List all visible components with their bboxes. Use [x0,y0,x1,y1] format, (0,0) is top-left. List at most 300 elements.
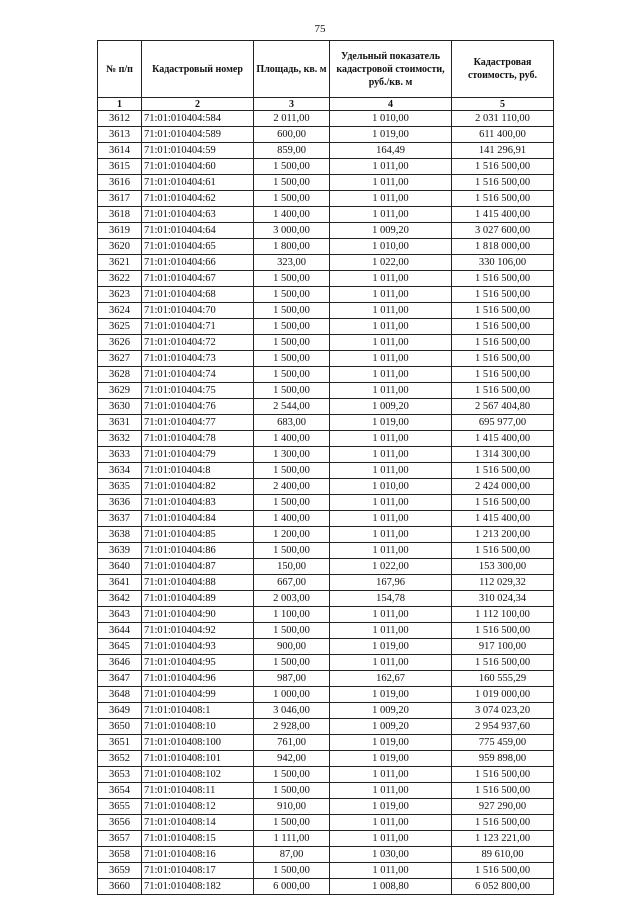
row-number-cell: 3641 [98,575,142,591]
area-cell: 1 500,00 [254,623,330,639]
table-row [98,271,554,287]
row-number-cell: 3630 [98,399,142,415]
specific-value-cell: 1 011,00 [330,831,452,847]
table-row [98,399,554,415]
header-cadastral-cost: Кадастровая стоимость, руб. [452,41,554,98]
table-row [98,111,554,127]
row-number-cell: 3625 [98,319,142,335]
table-row [98,719,554,735]
row-number-cell: 3615 [98,159,142,175]
cadastral-cost-cell: 1 112 100,00 [452,607,554,623]
specific-value-cell: 1 011,00 [330,159,452,175]
cadastral-number-cell: 71:01:010404:93 [142,639,254,655]
area-cell: 1 100,00 [254,607,330,623]
row-number-cell: 3649 [98,703,142,719]
row-number-cell: 3632 [98,431,142,447]
cadastral-number-cell: 71:01:010408:10 [142,719,254,735]
cadastral-number-cell: 71:01:010404:79 [142,447,254,463]
area-cell: 1 400,00 [254,511,330,527]
area-cell: 600,00 [254,127,330,143]
page-number: 75 [314,23,326,35]
specific-value-cell: 1 009,20 [330,399,452,415]
cadastral-cost-cell: 1 516 500,00 [452,495,554,511]
row-number-cell: 3660 [98,879,142,895]
row-number-cell: 3654 [98,783,142,799]
cadastral-cost-cell: 1 516 500,00 [452,367,554,383]
row-number-cell: 3657 [98,831,142,847]
column-number: 2 [142,98,254,111]
area-cell: 1 500,00 [254,655,330,671]
area-cell: 1 500,00 [254,767,330,783]
cadastral-number-cell: 71:01:010404:62 [142,191,254,207]
table-row [98,303,554,319]
area-cell: 1 500,00 [254,271,330,287]
column-number: 1 [98,98,142,111]
specific-value-cell: 1 019,00 [330,127,452,143]
row-number-cell: 3645 [98,639,142,655]
row-number-cell: 3635 [98,479,142,495]
cadastral-cost-cell: 1 415 400,00 [452,511,554,527]
table-row [98,415,554,431]
specific-value-cell: 1 011,00 [330,335,452,351]
area-cell: 3 000,00 [254,223,330,239]
specific-value-cell: 1 011,00 [330,543,452,559]
area-cell: 150,00 [254,559,330,575]
row-number-cell: 3636 [98,495,142,511]
specific-value-cell: 1 009,20 [330,719,452,735]
cadastral-cost-cell: 160 555,29 [452,671,554,687]
cadastral-cost-cell: 1 516 500,00 [452,463,554,479]
cadastral-number-cell: 71:01:010408:1 [142,703,254,719]
row-number-cell: 3629 [98,383,142,399]
area-cell: 1 500,00 [254,287,330,303]
cadastral-cost-cell: 2 567 404,80 [452,399,554,415]
cadastral-number-cell: 71:01:010404:72 [142,335,254,351]
cadastral-number-cell: 71:01:010404:88 [142,575,254,591]
cadastral-cost-cell: 1 516 500,00 [452,287,554,303]
specific-value-cell: 1 011,00 [330,303,452,319]
cadastral-number-cell: 71:01:010404:86 [142,543,254,559]
specific-value-cell: 1 011,00 [330,207,452,223]
cadastral-number-cell: 71:01:010404:589 [142,127,254,143]
cadastral-cost-cell: 1 415 400,00 [452,431,554,447]
table-row [98,639,554,655]
column-number-row [98,98,554,111]
area-cell: 761,00 [254,735,330,751]
cadastral-cost-cell: 1 019 000,00 [452,687,554,703]
cadastral-cost-cell: 153 300,00 [452,559,554,575]
cadastral-cost-cell: 611 400,00 [452,127,554,143]
specific-value-cell: 1 011,00 [330,431,452,447]
specific-value-cell: 1 011,00 [330,351,452,367]
cadastral-number-cell: 71:01:010404:63 [142,207,254,223]
specific-value-cell: 1 011,00 [330,447,452,463]
table-row [98,815,554,831]
cadastral-number-cell: 71:01:010404:73 [142,351,254,367]
cadastral-cost-cell: 1 213 200,00 [452,527,554,543]
table-row [98,207,554,223]
table-row [98,671,554,687]
cadastral-number-cell: 71:01:010404:75 [142,383,254,399]
cadastral-cost-cell: 1 516 500,00 [452,767,554,783]
area-cell: 1 300,00 [254,447,330,463]
row-number-cell: 3646 [98,655,142,671]
row-number-cell: 3613 [98,127,142,143]
column-number: 4 [330,98,452,111]
cadastral-cost-cell: 775 459,00 [452,735,554,751]
row-number-cell: 3637 [98,511,142,527]
cadastral-number-cell: 71:01:010404:60 [142,159,254,175]
specific-value-cell: 1 010,00 [330,479,452,495]
row-number-cell: 3656 [98,815,142,831]
area-cell: 6 000,00 [254,879,330,895]
cadastral-cost-cell: 1 516 500,00 [452,783,554,799]
cadastral-number-cell: 71:01:010404:71 [142,319,254,335]
cadastral-cost-cell: 1 818 000,00 [452,239,554,255]
cadastral-cost-cell: 330 106,00 [452,255,554,271]
table-row [98,447,554,463]
cadastral-number-cell: 71:01:010404:95 [142,655,254,671]
table-row [98,431,554,447]
cadastral-cost-cell: 1 516 500,00 [452,543,554,559]
row-number-cell: 3627 [98,351,142,367]
area-cell: 1 000,00 [254,687,330,703]
table-row [98,863,554,879]
specific-value-cell: 1 019,00 [330,687,452,703]
area-cell: 2 011,00 [254,111,330,127]
specific-value-cell: 1 019,00 [330,751,452,767]
specific-value-cell: 1 011,00 [330,287,452,303]
header-area: Площадь, кв. м [254,41,330,98]
cadastral-number-cell: 71:01:010404:78 [142,431,254,447]
cadastral-cost-cell: 1 516 500,00 [452,383,554,399]
cadastral-cost-cell: 1 516 500,00 [452,175,554,191]
table-row [98,191,554,207]
specific-value-cell: 162,67 [330,671,452,687]
area-cell: 2 400,00 [254,479,330,495]
cadastral-number-cell: 71:01:010408:100 [142,735,254,751]
table-row [98,143,554,159]
row-number-cell: 3648 [98,687,142,703]
row-number-cell: 3619 [98,223,142,239]
table-row [98,687,554,703]
row-number-cell: 3628 [98,367,142,383]
row-number-cell: 3616 [98,175,142,191]
cadastral-cost-cell: 1 516 500,00 [452,159,554,175]
specific-value-cell: 1 010,00 [330,239,452,255]
area-cell: 1 500,00 [254,159,330,175]
cadastral-number-cell: 71:01:010404:67 [142,271,254,287]
cadastral-cost-cell: 1 516 500,00 [452,815,554,831]
cadastral-number-cell: 71:01:010408:182 [142,879,254,895]
cadastral-number-cell: 71:01:010404:87 [142,559,254,575]
table-row [98,463,554,479]
cadastral-number-cell: 71:01:010404:85 [142,527,254,543]
table-row [98,159,554,175]
area-cell: 2 544,00 [254,399,330,415]
area-cell: 859,00 [254,143,330,159]
row-number-cell: 3634 [98,463,142,479]
cadastral-cost-cell: 3 074 023,20 [452,703,554,719]
area-cell: 1 111,00 [254,831,330,847]
cadastral-number-cell: 71:01:010404:70 [142,303,254,319]
cadastral-number-cell: 71:01:010404:76 [142,399,254,415]
cadastral-cost-cell: 1 123 221,00 [452,831,554,847]
cadastral-number-cell: 71:01:010408:102 [142,767,254,783]
specific-value-cell: 1 011,00 [330,815,452,831]
cadastral-cost-cell: 1 516 500,00 [452,863,554,879]
row-number-cell: 3647 [98,671,142,687]
cadastral-value-table [97,40,554,895]
row-number-cell: 3659 [98,863,142,879]
area-cell: 1 500,00 [254,495,330,511]
cadastral-number-cell: 71:01:010404:90 [142,607,254,623]
area-cell: 987,00 [254,671,330,687]
cadastral-cost-cell: 112 029,32 [452,575,554,591]
row-number-cell: 3650 [98,719,142,735]
table-row [98,383,554,399]
specific-value-cell: 1 011,00 [330,319,452,335]
cadastral-cost-cell: 89 610,00 [452,847,554,863]
area-cell: 1 500,00 [254,191,330,207]
row-number-cell: 3618 [98,207,142,223]
table-row [98,559,554,575]
cadastral-number-cell: 71:01:010404:89 [142,591,254,607]
table-row [98,703,554,719]
cadastral-number-cell: 71:01:010404:92 [142,623,254,639]
cadastral-cost-cell: 927 290,00 [452,799,554,815]
table-row [98,511,554,527]
specific-value-cell: 1 011,00 [330,271,452,287]
area-cell: 900,00 [254,639,330,655]
table-row [98,831,554,847]
specific-value-cell: 154,78 [330,591,452,607]
cadastral-cost-cell: 1 516 500,00 [452,335,554,351]
specific-value-cell: 167,96 [330,575,452,591]
specific-value-cell: 164,49 [330,143,452,159]
table-row [98,655,554,671]
row-number-cell: 3617 [98,191,142,207]
row-number-cell: 3658 [98,847,142,863]
row-number-cell: 3631 [98,415,142,431]
specific-value-cell: 1 019,00 [330,639,452,655]
area-cell: 1 200,00 [254,527,330,543]
table-row [98,287,554,303]
cadastral-number-cell: 71:01:010408:11 [142,783,254,799]
column-number: 3 [254,98,330,111]
specific-value-cell: 1 011,00 [330,511,452,527]
row-number-cell: 3626 [98,335,142,351]
table-row [98,479,554,495]
area-cell: 1 800,00 [254,239,330,255]
row-number-cell: 3655 [98,799,142,815]
row-number-cell: 3612 [98,111,142,127]
specific-value-cell: 1 011,00 [330,783,452,799]
specific-value-cell: 1 011,00 [330,623,452,639]
area-cell: 1 500,00 [254,815,330,831]
table-row [98,319,554,335]
row-number-cell: 3640 [98,559,142,575]
cadastral-cost-cell: 2 954 937,60 [452,719,554,735]
cadastral-number-cell: 71:01:010408:15 [142,831,254,847]
area-cell: 1 400,00 [254,207,330,223]
area-cell: 1 400,00 [254,431,330,447]
specific-value-cell: 1 022,00 [330,255,452,271]
cadastral-number-cell: 71:01:010404:96 [142,671,254,687]
area-cell: 323,00 [254,255,330,271]
area-cell: 1 500,00 [254,335,330,351]
cadastral-cost-cell: 310 024,34 [452,591,554,607]
specific-value-cell: 1 011,00 [330,607,452,623]
specific-value-cell: 1 019,00 [330,799,452,815]
table-row [98,527,554,543]
specific-value-cell: 1 011,00 [330,495,452,511]
row-number-cell: 3653 [98,767,142,783]
cadastral-number-cell: 71:01:010408:101 [142,751,254,767]
table-row [98,543,554,559]
table-row [98,335,554,351]
row-number-cell: 3623 [98,287,142,303]
cadastral-number-cell: 71:01:010404:68 [142,287,254,303]
area-cell: 683,00 [254,415,330,431]
column-number: 5 [452,98,554,111]
cadastral-cost-cell: 1 516 500,00 [452,655,554,671]
row-number-cell: 3620 [98,239,142,255]
specific-value-cell: 1 011,00 [330,527,452,543]
area-cell: 1 500,00 [254,463,330,479]
specific-value-cell: 1 011,00 [330,863,452,879]
specific-value-cell: 1 011,00 [330,655,452,671]
area-cell: 2 003,00 [254,591,330,607]
cadastral-cost-cell: 6 052 800,00 [452,879,554,895]
cadastral-number-cell: 71:01:010404:61 [142,175,254,191]
area-cell: 1 500,00 [254,351,330,367]
cadastral-cost-cell: 917 100,00 [452,639,554,655]
specific-value-cell: 1 019,00 [330,415,452,431]
specific-value-cell: 1 011,00 [330,191,452,207]
cadastral-number-cell: 71:01:010404:83 [142,495,254,511]
row-number-cell: 3621 [98,255,142,271]
cadastral-number-cell: 71:01:010408:12 [142,799,254,815]
cadastral-number-cell: 71:01:010408:14 [142,815,254,831]
cadastral-number-cell: 71:01:010404:64 [142,223,254,239]
specific-value-cell: 1 019,00 [330,735,452,751]
row-number-cell: 3644 [98,623,142,639]
area-cell: 1 500,00 [254,367,330,383]
row-number-cell: 3622 [98,271,142,287]
row-number-cell: 3633 [98,447,142,463]
specific-value-cell: 1 009,20 [330,223,452,239]
area-cell: 1 500,00 [254,543,330,559]
table-row [98,751,554,767]
table-header-row [98,41,554,98]
row-number-cell: 3638 [98,527,142,543]
header-cadastral-number: Кадастровый номер [142,41,254,98]
specific-value-cell: 1 009,20 [330,703,452,719]
row-number-cell: 3624 [98,303,142,319]
cadastral-cost-cell: 1 516 500,00 [452,271,554,287]
cadastral-cost-cell: 695 977,00 [452,415,554,431]
specific-value-cell: 1 030,00 [330,847,452,863]
table-row [98,607,554,623]
specific-value-cell: 1 011,00 [330,175,452,191]
table-row [98,591,554,607]
table-row [98,575,554,591]
table-row [98,223,554,239]
row-number-cell: 3652 [98,751,142,767]
table-row [98,127,554,143]
area-cell: 1 500,00 [254,383,330,399]
cadastral-number-cell: 71:01:010404:66 [142,255,254,271]
area-cell: 87,00 [254,847,330,863]
table-row [98,367,554,383]
table-row [98,239,554,255]
area-cell: 1 500,00 [254,303,330,319]
cadastral-number-cell: 71:01:010408:17 [142,863,254,879]
specific-value-cell: 1 010,00 [330,111,452,127]
table-row [98,783,554,799]
cadastral-cost-cell: 2 424 000,00 [452,479,554,495]
header-specific-value: Удельный показатель кадастровой стоимости, руб./кв. м [330,41,452,98]
cadastral-number-cell: 71:01:010404:74 [142,367,254,383]
table-row [98,175,554,191]
table-row [98,495,554,511]
specific-value-cell: 1 011,00 [330,367,452,383]
area-cell: 3 046,00 [254,703,330,719]
cadastral-number-cell: 71:01:010404:82 [142,479,254,495]
table-row [98,735,554,751]
specific-value-cell: 1 008,80 [330,879,452,895]
cadastral-number-cell: 71:01:010404:84 [142,511,254,527]
cadastral-cost-cell: 2 031 110,00 [452,111,554,127]
cadastral-number-cell: 71:01:010404:65 [142,239,254,255]
area-cell: 1 500,00 [254,863,330,879]
cadastral-cost-cell: 1 415 400,00 [452,207,554,223]
specific-value-cell: 1 011,00 [330,463,452,479]
area-cell: 910,00 [254,799,330,815]
cadastral-number-cell: 71:01:010404:99 [142,687,254,703]
table-row [98,351,554,367]
table-row [98,255,554,271]
cadastral-number-cell: 71:01:010404:59 [142,143,254,159]
table-row [98,879,554,895]
area-cell: 1 500,00 [254,319,330,335]
area-cell: 942,00 [254,751,330,767]
cadastral-cost-cell: 1 314 300,00 [452,447,554,463]
table-row [98,799,554,815]
area-cell: 1 500,00 [254,783,330,799]
table-row [98,847,554,863]
cadastral-cost-cell: 141 296,91 [452,143,554,159]
cadastral-cost-cell: 959 898,00 [452,751,554,767]
cadastral-cost-cell: 3 027 600,00 [452,223,554,239]
table-body [98,111,554,895]
area-cell: 667,00 [254,575,330,591]
row-number-cell: 3643 [98,607,142,623]
row-number-cell: 3642 [98,591,142,607]
cadastral-number-cell: 71:01:010404:8 [142,463,254,479]
header-row-number: № п/п [98,41,142,98]
cadastral-cost-cell: 1 516 500,00 [452,191,554,207]
specific-value-cell: 1 011,00 [330,383,452,399]
cadastral-cost-cell: 1 516 500,00 [452,623,554,639]
row-number-cell: 3651 [98,735,142,751]
area-cell: 2 928,00 [254,719,330,735]
specific-value-cell: 1 022,00 [330,559,452,575]
table-row [98,767,554,783]
cadastral-number-cell: 71:01:010408:16 [142,847,254,863]
area-cell: 1 500,00 [254,175,330,191]
